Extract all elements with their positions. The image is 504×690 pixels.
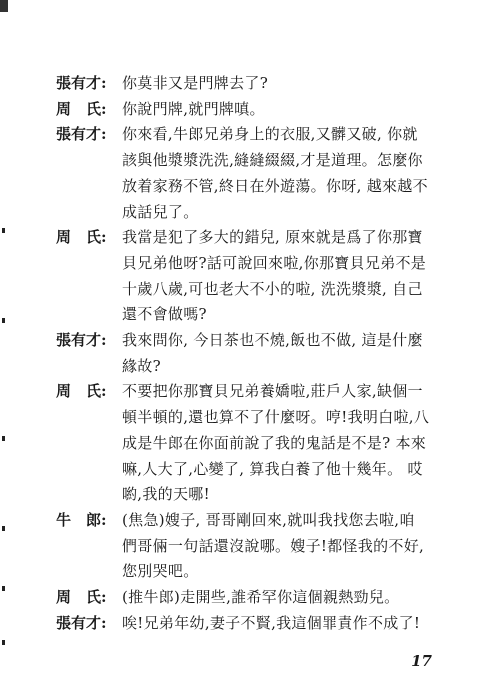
- scan-edge-mark: [2, 228, 5, 233]
- speaker-label: 張有才:: [56, 125, 107, 143]
- speaker-label: 周 氏:: [56, 100, 107, 118]
- scan-edge-mark: [0, 0, 8, 12]
- speaker-label: 周 氏:: [56, 228, 107, 246]
- scan-edge-mark: [2, 436, 5, 441]
- dialogue-line: 緣故?: [122, 357, 161, 375]
- dialogue-line: 頓半頓的,還也算不了什麼呀。哼!我明白啦,八: [122, 408, 430, 426]
- dialogue-line: 該與他漿漿洗洗,縫縫綴綴,才是道理。怎麼你: [122, 151, 423, 169]
- dialogue-line: 放着家務不管,終日在外遊蕩。你呀, 越來越不: [122, 177, 428, 195]
- scan-edge-mark: [2, 526, 5, 531]
- speaker-label: 張有才:: [56, 614, 107, 632]
- dialogue-line: 唉!兄弟年幼,妻子不賢,我這個罪責作不成了!: [122, 614, 421, 632]
- dialogue-line: 我來問你, 今日茶也不燒,飯也不做, 這是什麼: [122, 331, 423, 349]
- speaker-label: 張有才:: [56, 331, 107, 349]
- dialogue-line: 喲,我的天哪!: [122, 485, 210, 503]
- dialogue-line: 你莫非又是門牌去了?: [122, 74, 269, 92]
- speaker-label: 張有才:: [56, 74, 107, 92]
- speaker-label: 周 氏:: [56, 588, 107, 606]
- dialogue-line: 貝兄弟他呀?話可說回來啦,你那寶貝兄弟不是: [122, 254, 427, 272]
- speaker-label: 周 氏:: [56, 382, 107, 400]
- dialogue-line: (焦急)嫂子, 哥哥剛回來,就叫我找您去啦,咱: [122, 511, 415, 529]
- scan-edge-mark: [2, 640, 5, 645]
- dialogue-line: (推牛郎)走開些,誰希罕你這個親熱勁兒。: [122, 588, 400, 606]
- dialogue-line: 們哥倆一句話還沒說哪。嫂子!都怪我的不好,: [122, 537, 425, 555]
- dialogue-line: 您別哭吧。: [122, 562, 199, 580]
- dialogue-line: 成是牛郎在你面前說了我的鬼話是不是? 本來: [122, 434, 427, 452]
- scan-edge-mark: [2, 586, 5, 591]
- dialogue-line: 你說門牌,就門牌嗔。: [122, 100, 265, 118]
- dialogue-line: 不要把你那寶貝兄弟養嬌啦,莊戶人家,缺個一: [122, 382, 423, 400]
- scan-edge-mark: [2, 318, 5, 323]
- dialogue-line: 還不會做嗎?: [122, 305, 207, 323]
- dialogue-line: 嘛,人大了,心變了, 算我白養了他十幾年。 哎: [122, 460, 423, 478]
- speaker-label: 牛 郎:: [56, 511, 107, 529]
- dialogue-line: 我當是犯了多大的錯兒, 原來就是爲了你那寶: [122, 228, 423, 246]
- dialogue-line: 你來看,牛郎兄弟身上的衣服,又髒又破, 你就: [122, 125, 418, 143]
- dialogue-line: 成話兒了。: [122, 203, 199, 221]
- page-number: 17: [411, 652, 432, 670]
- dialogue-line: 十歲八歲,可也老大不小的啦, 洗洗漿漿, 自己: [122, 280, 423, 298]
